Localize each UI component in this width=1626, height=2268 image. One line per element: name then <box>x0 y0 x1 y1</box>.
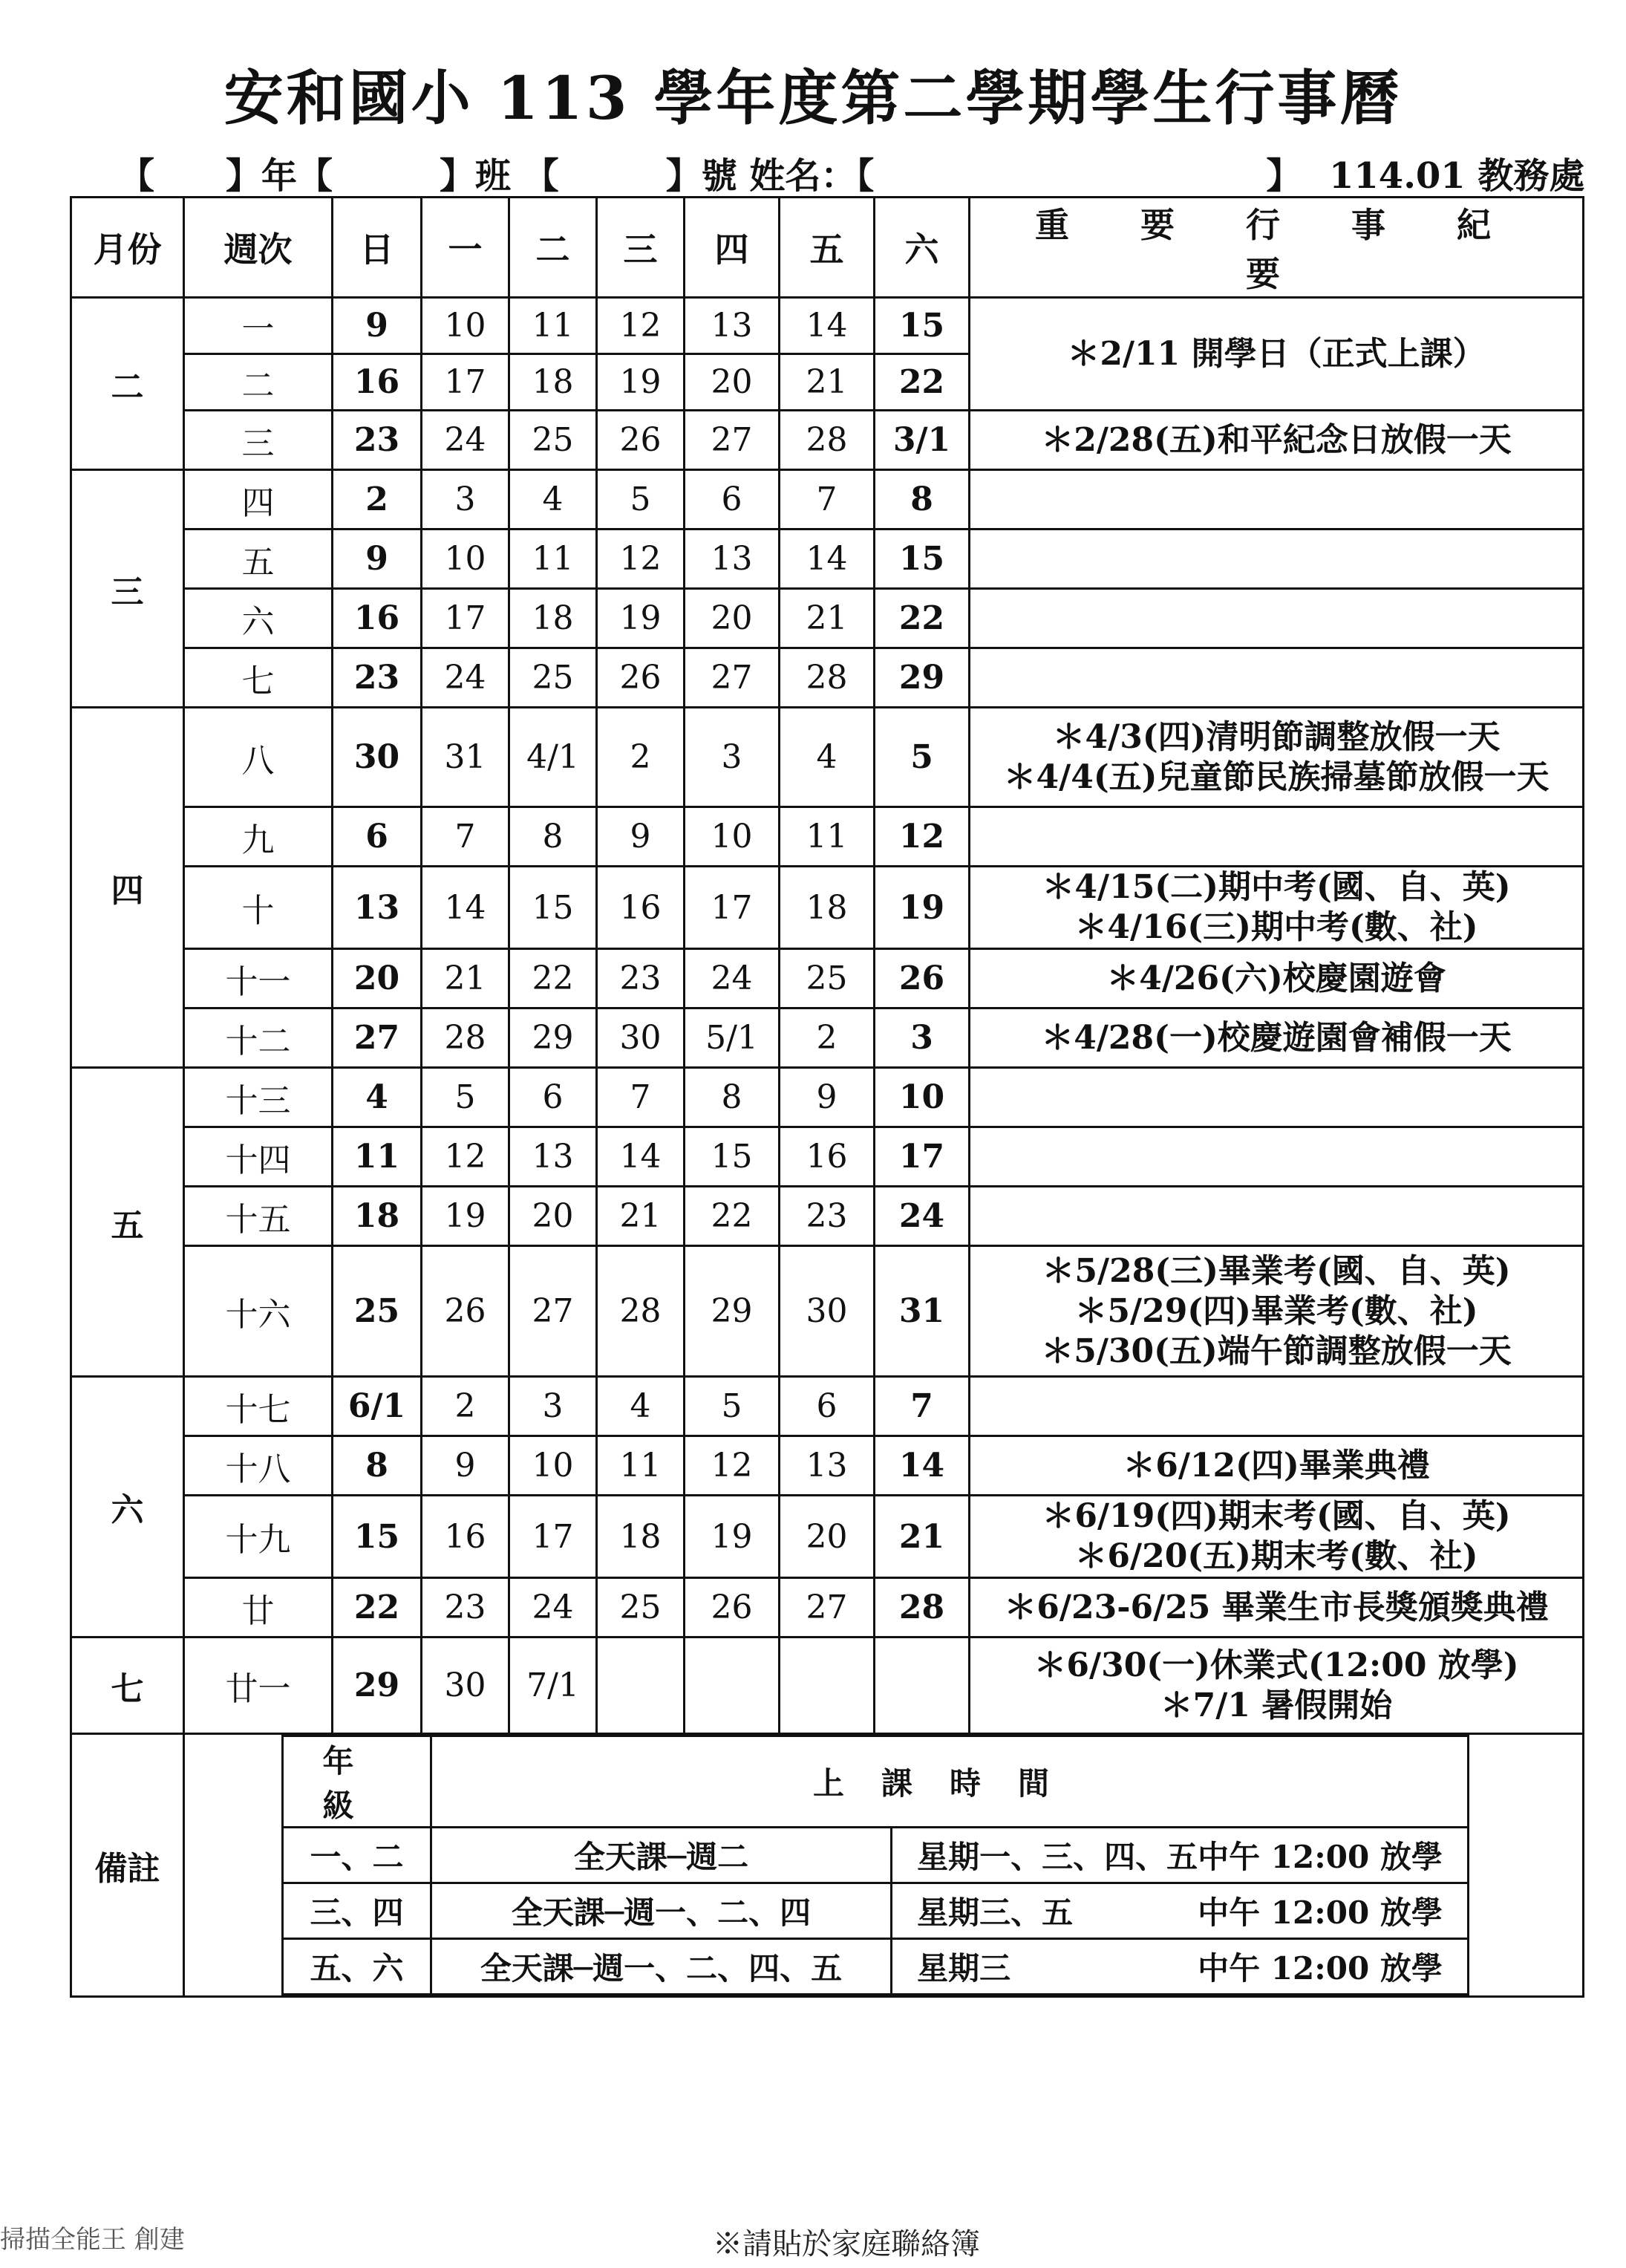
month-label: 四 <box>71 708 184 1068</box>
time-half-day: 星期三 中午 12:00 放學 <box>892 1939 1469 1995</box>
day-cell: 15 <box>875 298 970 354</box>
event-note <box>970 807 1584 867</box>
time-grade: 五、六 <box>283 1939 431 1995</box>
event-note <box>970 1127 1584 1187</box>
time-grade: 三、四 <box>283 1883 431 1939</box>
day-cell: 25 <box>509 648 597 708</box>
day-cell: 22 <box>875 589 970 648</box>
day-cell: 23 <box>422 1578 509 1638</box>
event-note <box>970 529 1584 589</box>
calendar-body <box>71 298 1584 1734</box>
footer-note: ※請貼於家庭聯絡簿 <box>713 2227 980 2261</box>
header-fri: 五 <box>780 198 875 298</box>
day-cell: 2 <box>597 708 685 807</box>
day-cell: 3/1 <box>875 411 970 470</box>
day-cell: 27 <box>780 1578 875 1638</box>
day-cell: 23 <box>780 1187 875 1246</box>
week-number: 二 <box>184 354 333 411</box>
day-cell: 13 <box>780 1436 875 1496</box>
week-row <box>71 1127 1584 1187</box>
week-row <box>71 867 1584 949</box>
time-half-day: 星期一、三、四、五中午 12:00 放學 <box>892 1828 1469 1883</box>
day-cell: 23 <box>597 949 685 1008</box>
week-row <box>71 298 1584 354</box>
week-number: 廿一 <box>184 1638 333 1734</box>
month-label: 五 <box>71 1068 184 1377</box>
day-cell: 10 <box>509 1436 597 1496</box>
day-cell: 17 <box>422 354 509 411</box>
day-cell: 30 <box>422 1638 509 1734</box>
day-cell: 13 <box>685 298 780 354</box>
event-note: ＊4/26(六)校慶園遊會 <box>970 949 1584 1008</box>
day-cell: 4/1 <box>509 708 597 807</box>
day-cell: 18 <box>509 354 597 411</box>
day-cell: 7/1 <box>509 1638 597 1734</box>
day-cell: 14 <box>422 867 509 949</box>
header-month: 月份 <box>71 198 184 298</box>
day-cell: 5 <box>685 1377 780 1436</box>
day-cell: 9 <box>422 1436 509 1496</box>
week-number: 五 <box>184 529 333 589</box>
day-cell: 12 <box>597 529 685 589</box>
day-cell: 22 <box>333 1578 422 1638</box>
week-number: 四 <box>184 470 333 529</box>
time-half-day: 星期三、五 中午 12:00 放學 <box>892 1883 1469 1939</box>
day-cell: 9 <box>597 807 685 867</box>
day-cell: 20 <box>333 949 422 1008</box>
day-cell: 8 <box>509 807 597 867</box>
week-number: 六 <box>184 589 333 648</box>
day-cell: 30 <box>597 1008 685 1068</box>
day-cell: 19 <box>685 1496 780 1578</box>
week-row <box>71 529 1584 589</box>
day-cell: 17 <box>875 1127 970 1187</box>
day-cell: 10 <box>685 807 780 867</box>
day-cell: 6 <box>780 1377 875 1436</box>
header-sat: 六 <box>875 198 970 298</box>
header-mon: 一 <box>422 198 509 298</box>
day-cell: 15 <box>509 867 597 949</box>
day-cell: 25 <box>780 949 875 1008</box>
day-cell: 9 <box>333 298 422 354</box>
header-sun: 日 <box>333 198 422 298</box>
week-number: 十七 <box>184 1377 333 1436</box>
day-cell: 27 <box>509 1246 597 1377</box>
event-note: ＊4/3(四)清明節調整放假一天 ＊4/4(五)兒童節民族掃墓節放假一天 <box>970 708 1584 807</box>
day-cell: 13 <box>333 867 422 949</box>
remarks-cell <box>184 1734 1584 1997</box>
day-cell: 26 <box>597 648 685 708</box>
event-note: ＊5/28(三)畢業考(國、自、英) ＊5/29(四)畢業考(數、社) ＊5/30(五)端午節調整放假一天 <box>970 1246 1584 1377</box>
day-cell: 21 <box>422 949 509 1008</box>
week-row <box>71 1436 1584 1496</box>
week-number: 九 <box>184 807 333 867</box>
week-row <box>71 648 1584 708</box>
event-note <box>970 1187 1584 1246</box>
day-cell: 29 <box>333 1638 422 1734</box>
week-row <box>71 470 1584 529</box>
remarks-row <box>71 1734 1584 1997</box>
week-row <box>71 1068 1584 1127</box>
scanner-watermark: 掃描全能王 創建 <box>0 2225 185 2255</box>
day-cell: 24 <box>685 949 780 1008</box>
month-label: 六 <box>71 1377 184 1638</box>
week-number: 十二 <box>184 1008 333 1068</box>
week-number: 八 <box>184 708 333 807</box>
day-cell: 22 <box>875 354 970 411</box>
day-cell: 9 <box>333 529 422 589</box>
day-cell: 28 <box>780 648 875 708</box>
day-cell: 8 <box>685 1068 780 1127</box>
time-row <box>283 1939 1469 1995</box>
class-time-table <box>281 1735 1469 1995</box>
time-header-grade: 年級 <box>283 1736 431 1828</box>
day-cell: 16 <box>333 589 422 648</box>
week-row <box>71 1008 1584 1068</box>
event-note: ＊4/15(二)期中考(國、自、英) ＊4/16(三)期中考(數、社) <box>970 867 1584 949</box>
day-cell: 7 <box>422 807 509 867</box>
day-cell: 18 <box>509 589 597 648</box>
day-cell: 3 <box>422 470 509 529</box>
day-cell: 11 <box>333 1127 422 1187</box>
day-cell: 4 <box>509 470 597 529</box>
day-cell: 12 <box>422 1127 509 1187</box>
header-row <box>71 198 1584 298</box>
day-cell: 16 <box>422 1496 509 1578</box>
event-note: ＊6/12(四)畢業典禮 <box>970 1436 1584 1496</box>
day-cell: 5/1 <box>685 1008 780 1068</box>
day-cell: 20 <box>780 1496 875 1578</box>
header-tue: 二 <box>509 198 597 298</box>
day-cell: 13 <box>685 529 780 589</box>
day-cell: 6 <box>333 807 422 867</box>
day-cell: 25 <box>509 411 597 470</box>
day-cell: 16 <box>597 867 685 949</box>
week-number: 一 <box>184 298 333 354</box>
day-cell: 22 <box>685 1187 780 1246</box>
event-note <box>970 470 1584 529</box>
day-cell: 4 <box>333 1068 422 1127</box>
day-cell: 24 <box>875 1187 970 1246</box>
day-cell <box>685 1638 780 1734</box>
time-row <box>283 1883 1469 1939</box>
day-cell: 10 <box>422 529 509 589</box>
week-row <box>71 1638 1584 1734</box>
day-cell: 20 <box>685 354 780 411</box>
day-cell: 22 <box>509 949 597 1008</box>
student-info-line: 【 】年【 】班 【 】號 姓名：【 】 <box>119 155 1302 197</box>
month-label: 七 <box>71 1638 184 1734</box>
event-note: ＊6/23-6/25 畢業生市長獎頒獎典禮 <box>970 1578 1584 1638</box>
event-note: ＊2/28(五)和平紀念日放假一天 <box>970 411 1584 470</box>
header-notes: 重要行事紀要 <box>970 198 1584 298</box>
week-row <box>71 1187 1584 1246</box>
week-number: 十四 <box>184 1127 333 1187</box>
time-header-time: 上課時間 <box>431 1736 1469 1828</box>
day-cell: 5 <box>597 470 685 529</box>
day-cell: 18 <box>780 867 875 949</box>
day-cell: 19 <box>875 867 970 949</box>
week-row <box>71 807 1584 867</box>
week-row <box>71 1246 1584 1377</box>
day-cell: 29 <box>509 1008 597 1068</box>
day-cell: 21 <box>875 1496 970 1578</box>
week-number: 十六 <box>184 1246 333 1377</box>
day-cell: 17 <box>422 589 509 648</box>
day-cell: 17 <box>509 1496 597 1578</box>
day-cell: 21 <box>597 1187 685 1246</box>
event-note <box>970 1377 1584 1436</box>
day-cell: 6/1 <box>333 1377 422 1436</box>
day-cell: 8 <box>333 1436 422 1496</box>
day-cell: 10 <box>875 1068 970 1127</box>
event-note <box>970 589 1584 648</box>
day-cell: 2 <box>333 470 422 529</box>
time-full-day: 全天課─週一、二、四 <box>431 1883 892 1939</box>
event-note: ＊6/19(四)期末考(國、自、英) ＊6/20(五)期末考(數、社) <box>970 1496 1584 1578</box>
day-cell: 24 <box>422 411 509 470</box>
day-cell: 6 <box>685 470 780 529</box>
day-cell: 26 <box>597 411 685 470</box>
week-number: 十八 <box>184 1436 333 1496</box>
day-cell: 11 <box>509 529 597 589</box>
day-cell: 19 <box>597 354 685 411</box>
month-label: 二 <box>71 298 184 470</box>
header-week: 週次 <box>184 198 333 298</box>
week-row <box>71 1377 1584 1436</box>
day-cell: 31 <box>422 708 509 807</box>
day-cell: 31 <box>875 1246 970 1377</box>
day-cell: 3 <box>875 1008 970 1068</box>
week-number: 十 <box>184 867 333 949</box>
page-title: 安和國小 113 學年度第二學期學生行事曆 <box>223 63 1403 133</box>
day-cell: 28 <box>422 1008 509 1068</box>
day-cell: 14 <box>875 1436 970 1496</box>
day-cell: 11 <box>509 298 597 354</box>
week-number: 十九 <box>184 1496 333 1578</box>
day-cell: 26 <box>422 1246 509 1377</box>
day-cell <box>597 1638 685 1734</box>
week-row <box>71 411 1584 470</box>
event-note: ＊2/11 開學日（正式上課） <box>970 298 1584 411</box>
day-cell: 24 <box>422 648 509 708</box>
day-cell: 14 <box>780 529 875 589</box>
day-cell: 26 <box>685 1578 780 1638</box>
day-cell: 26 <box>875 949 970 1008</box>
day-cell: 14 <box>780 298 875 354</box>
day-cell: 5 <box>422 1068 509 1127</box>
day-cell <box>780 1638 875 1734</box>
remarks-label: 備註 <box>71 1734 184 1997</box>
day-cell: 25 <box>333 1246 422 1377</box>
day-cell: 17 <box>685 867 780 949</box>
event-note <box>970 1068 1584 1127</box>
week-number: 十一 <box>184 949 333 1008</box>
day-cell: 13 <box>509 1127 597 1187</box>
day-cell: 27 <box>333 1008 422 1068</box>
time-row <box>283 1828 1469 1883</box>
day-cell: 15 <box>685 1127 780 1187</box>
header-wed: 三 <box>597 198 685 298</box>
day-cell: 12 <box>685 1436 780 1496</box>
time-grade: 一、二 <box>283 1828 431 1883</box>
calendar-table <box>70 196 1584 1998</box>
day-cell: 15 <box>333 1496 422 1578</box>
day-cell: 27 <box>685 648 780 708</box>
day-cell: 20 <box>509 1187 597 1246</box>
event-note <box>970 648 1584 708</box>
day-cell: 2 <box>422 1377 509 1436</box>
day-cell: 18 <box>333 1187 422 1246</box>
event-note: ＊6/30(一)休業式(12:00 放學) ＊7/1 暑假開始 <box>970 1638 1584 1734</box>
month-label: 三 <box>71 470 184 708</box>
week-row <box>71 949 1584 1008</box>
week-number: 三 <box>184 411 333 470</box>
event-note: ＊4/28(一)校慶遊園會補假一天 <box>970 1008 1584 1068</box>
day-cell: 23 <box>333 411 422 470</box>
day-cell: 7 <box>597 1068 685 1127</box>
day-cell: 28 <box>875 1578 970 1638</box>
day-cell: 2 <box>780 1008 875 1068</box>
day-cell: 28 <box>597 1246 685 1377</box>
week-number: 七 <box>184 648 333 708</box>
day-cell: 6 <box>509 1068 597 1127</box>
day-cell: 12 <box>597 298 685 354</box>
day-cell: 20 <box>685 589 780 648</box>
time-full-day: 全天課─週一、二、四、五 <box>431 1939 892 1995</box>
week-row <box>71 1496 1584 1578</box>
week-row <box>71 589 1584 648</box>
day-cell: 8 <box>875 470 970 529</box>
day-cell: 21 <box>780 589 875 648</box>
day-cell: 29 <box>875 648 970 708</box>
day-cell: 30 <box>780 1246 875 1377</box>
day-cell: 30 <box>333 708 422 807</box>
day-cell: 11 <box>780 807 875 867</box>
day-cell: 29 <box>685 1246 780 1377</box>
header-thu: 四 <box>685 198 780 298</box>
day-cell: 27 <box>685 411 780 470</box>
week-number: 廿 <box>184 1578 333 1638</box>
day-cell: 9 <box>780 1068 875 1127</box>
day-cell: 5 <box>875 708 970 807</box>
day-cell: 24 <box>509 1578 597 1638</box>
day-cell: 28 <box>780 411 875 470</box>
day-cell: 21 <box>780 354 875 411</box>
time-full-day: 全天課─週二 <box>431 1828 892 1883</box>
week-row <box>71 708 1584 807</box>
day-cell: 7 <box>780 470 875 529</box>
day-cell: 18 <box>597 1496 685 1578</box>
day-cell: 15 <box>875 529 970 589</box>
day-cell: 4 <box>597 1377 685 1436</box>
day-cell: 3 <box>509 1377 597 1436</box>
day-cell: 25 <box>597 1578 685 1638</box>
day-cell: 19 <box>422 1187 509 1246</box>
day-cell: 7 <box>875 1377 970 1436</box>
day-cell: 16 <box>333 354 422 411</box>
day-cell <box>875 1638 970 1734</box>
day-cell: 19 <box>597 589 685 648</box>
day-cell: 4 <box>780 708 875 807</box>
week-number: 十三 <box>184 1068 333 1127</box>
issuer-label: 114.01 教務處 <box>1329 155 1585 197</box>
week-number: 十五 <box>184 1187 333 1246</box>
day-cell: 12 <box>875 807 970 867</box>
day-cell: 11 <box>597 1436 685 1496</box>
day-cell: 3 <box>685 708 780 807</box>
day-cell: 10 <box>422 298 509 354</box>
day-cell: 14 <box>597 1127 685 1187</box>
day-cell: 16 <box>780 1127 875 1187</box>
day-cell: 23 <box>333 648 422 708</box>
week-row <box>71 1578 1584 1638</box>
